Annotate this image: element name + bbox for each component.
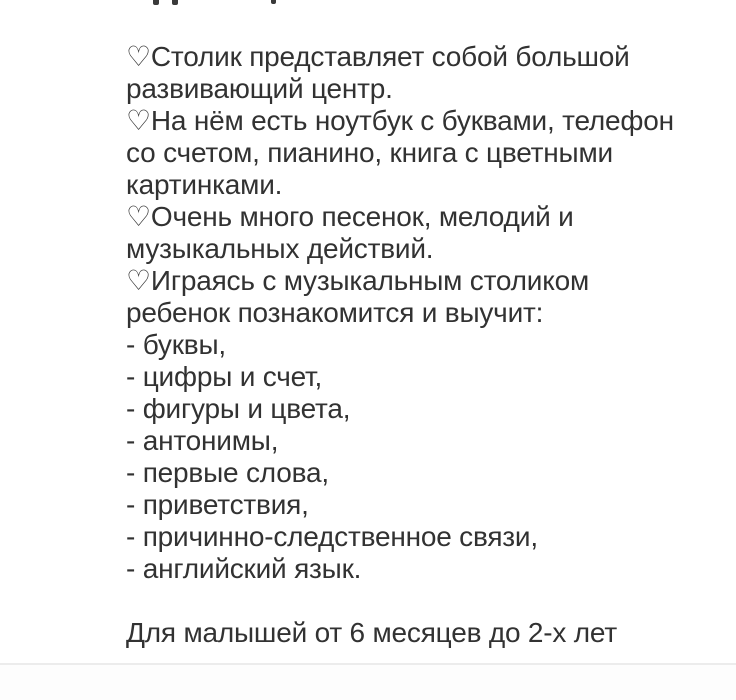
caption-line: ♡Очень много песенок, мелодий и [126,201,574,232]
caption-lines [126,41,686,585]
clipped-letter-fragment [271,0,276,4]
caption-line: картинками. [126,169,283,200]
caption-text [126,41,686,649]
caption-line: - антонимы, [126,425,279,456]
clipped-letter-fragment [153,0,159,5]
caption-line: - приветствия, [126,489,309,520]
caption-line: ♡Столик представляет собой большой [126,41,630,72]
caption-line: - английский язык. [126,553,362,584]
caption-line: ♡На нём есть ноутбук с буквами, телефон [126,105,674,136]
caption-line: ♡Играясь с музыкальным столиком [126,265,590,296]
caption-line: - буквы, [126,329,226,360]
caption-line: ребенок познакомится и выучит: [126,297,544,328]
caption-line: музыкальных действий. [126,233,434,264]
caption-line: - цифры и счет, [126,361,323,392]
caption-line: развивающий центр. [126,73,393,104]
caption-line: - причинно-следственное связи, [126,521,538,552]
clipped-letter-fragment [172,0,178,5]
age-note: Для малышей от 6 месяцев до 2-х лет [126,617,617,648]
caption-line: - первые слова, [126,457,329,488]
caption-line: - фигуры и цвета, [126,393,351,424]
footer-area [0,665,736,700]
caption-line: со счетом, пианино, книга с цветными [126,137,613,168]
